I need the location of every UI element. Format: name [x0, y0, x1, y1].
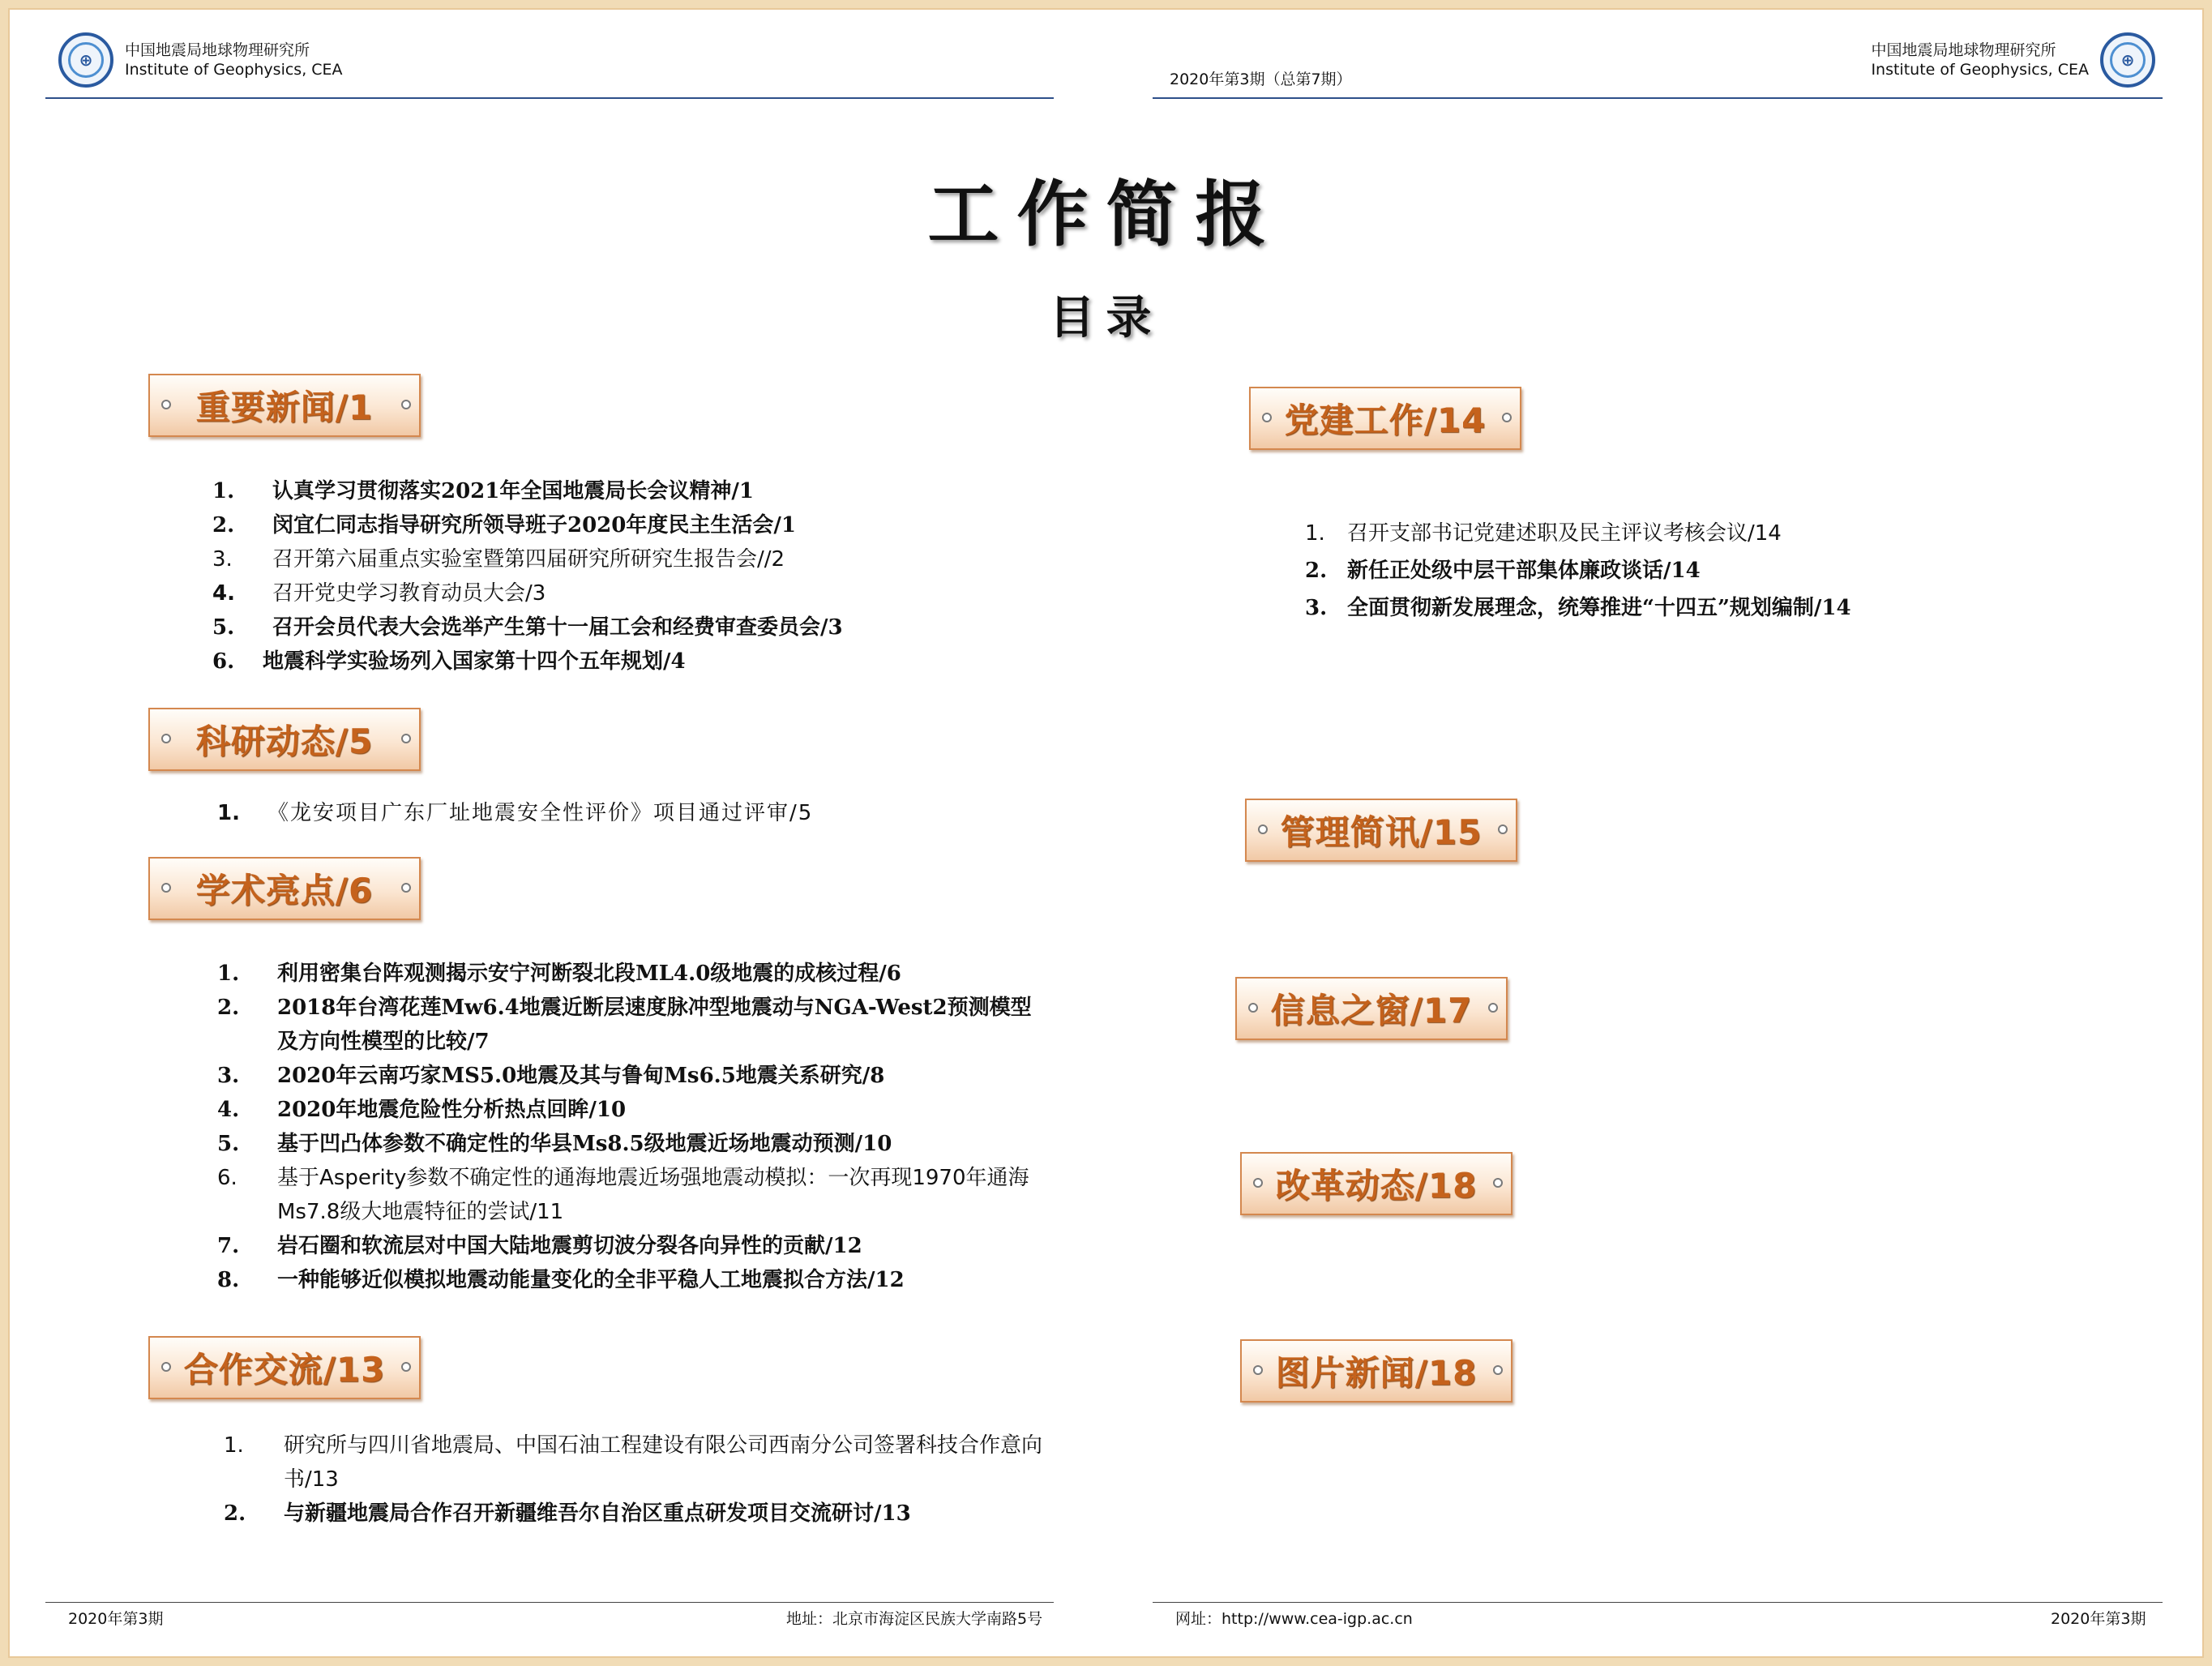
- toc-item-number: 6.: [217, 1166, 237, 1190]
- toc-item-text: 召开会员代表大会选举产生第十一届工会和经费审查委员会/3: [272, 615, 843, 640]
- toc-item-text: 地震科学实验场列入国家第十四个五年规划/4: [263, 649, 686, 674]
- toc-item-number: 3.: [1305, 596, 1328, 620]
- toc-item[interactable]: [212, 645, 1055, 679]
- toc-item-number: 7.: [217, 1234, 240, 1258]
- ring-icon: [1498, 824, 1508, 834]
- toc-item-number: 1.: [212, 479, 235, 503]
- toc-item[interactable]: [217, 957, 1052, 991]
- section-label: 图片新闻/18: [1275, 1353, 1478, 1393]
- section-button-picture-news[interactable]: [1240, 1339, 1512, 1403]
- ring-icon: [161, 400, 171, 409]
- header-org-en: Institute of Geophysics, CEA: [1871, 61, 2089, 79]
- section-label: 学术亮点/6: [195, 871, 374, 910]
- toc-item[interactable]: [1305, 552, 2148, 589]
- footer-address: 地址：北京市海淀区民族大学南路5号: [786, 1610, 1043, 1628]
- ring-icon: [1262, 413, 1272, 422]
- toc-item-text: 利用密集台阵观测揭示安宁河断裂北段ML4.0级地震的成核过程/6: [277, 961, 901, 986]
- header-org-en: Institute of Geophysics, CEA: [125, 61, 343, 79]
- toc-list-academic-highlights: [217, 957, 1052, 1297]
- toc-item-text: 基于Asperity参数不确定性的通海地震近场强地震动模拟：一次再现1970年通海Ms7.8级大地震特征的尝试/11: [277, 1166, 1029, 1224]
- toc-item-text: 召开第六届重点实验室暨第四届研究所研究生报告会//2: [272, 547, 785, 572]
- toc-item-text: 岩石圈和软流层对中国大陆地震剪切波分裂各向异性的贡献/12: [277, 1234, 862, 1258]
- section-label: 管理简讯/15: [1280, 812, 1483, 852]
- section-label: 改革动态/18: [1275, 1166, 1478, 1206]
- toc-item-text: 研究所与四川省地震局、中国石油工程建设有限公司西南分公司签署科技合作意向书/13: [284, 1433, 1043, 1492]
- header-rule-left: [45, 97, 1054, 99]
- section-button-information-window[interactable]: [1235, 977, 1508, 1040]
- institute-seal-icon: ⊕: [2100, 32, 2155, 88]
- ring-icon: [1253, 1365, 1263, 1375]
- toc-item-text: 一种能够近似模拟地震动能量变化的全非平稳人工地震拟合方法/12: [277, 1268, 905, 1292]
- toc-item[interactable]: [217, 1229, 1052, 1263]
- toc-item-text: 新任正处级中层干部集体廉政谈话/14: [1347, 559, 1701, 583]
- toc-item-number: 8.: [217, 1268, 240, 1292]
- section-label: 重要新闻/1: [195, 388, 374, 427]
- section-button-research-news[interactable]: [148, 708, 421, 771]
- ring-icon: [1493, 1365, 1503, 1375]
- toc-item[interactable]: [217, 1059, 1052, 1093]
- footer-issue-left: 2020年第3期: [68, 1610, 164, 1628]
- header-org-cn: 中国地震局地球物理研究所: [1871, 41, 2056, 59]
- header-org-cn: 中国地震局地球物理研究所: [125, 41, 310, 59]
- toc-item[interactable]: [217, 991, 1052, 1059]
- page-title: 工作简报: [927, 172, 1285, 256]
- ring-icon: [401, 883, 411, 893]
- toc-item[interactable]: [1305, 589, 2148, 627]
- institute-seal-icon: ⊕: [58, 32, 113, 88]
- toc-item[interactable]: [217, 1093, 1052, 1127]
- toc-item[interactable]: [224, 1497, 1050, 1531]
- ring-icon: [161, 1362, 171, 1372]
- toc-list-important-news: [212, 474, 1055, 679]
- toc-item-number: 3.: [212, 547, 233, 572]
- toc-item-number: 1.: [1305, 521, 1325, 546]
- section-label: 合作交流/13: [183, 1350, 386, 1390]
- header-right: [1871, 32, 2155, 88]
- ring-icon: [401, 1362, 411, 1372]
- ring-icon: [161, 734, 171, 743]
- toc-item-number: 4.: [217, 1098, 240, 1122]
- ring-icon: [1248, 1003, 1258, 1013]
- toc-item-number: 3.: [217, 1064, 240, 1088]
- toc-item[interactable]: [212, 576, 1055, 610]
- toc-item[interactable]: [217, 1127, 1052, 1161]
- section-button-reform-news[interactable]: [1240, 1152, 1512, 1215]
- section-button-academic-highlights[interactable]: [148, 857, 421, 920]
- header-issue: 2020年第3期（总第7期）: [1170, 71, 1352, 88]
- header-org: [125, 41, 343, 79]
- toc-item-text: 闵宜仁同志指导研究所领导班子2020年度民主生活会/1: [272, 513, 796, 537]
- toc-item-text: 基于凹凸体参数不确定性的华县Ms8.5级地震近场地震动预测/10: [277, 1132, 892, 1156]
- toc-item-text: 召开支部书记党建述职及民主评议考核会议/14: [1347, 521, 1782, 546]
- toc-item-text: 《龙安项目广东厂址地震安全性评价》项目通过评审/5: [267, 801, 814, 825]
- header-org: [1871, 41, 2089, 79]
- toc-item-text: 2018年台湾花莲Mw6.4地震近断层速度脉冲型地震动与NGA-West2预测模型及方向性模型的比较/7: [277, 996, 1032, 1054]
- toc-list-research-news: [217, 796, 1060, 830]
- toc-item-number: 1.: [217, 801, 240, 825]
- footer-issue-right: 2020年第3期: [2051, 1610, 2146, 1628]
- toc-item[interactable]: [217, 796, 1060, 830]
- ring-icon: [401, 400, 411, 409]
- toc-list-cooperation: [224, 1428, 1050, 1531]
- toc-item-text: 2020年云南巧家MS5.0地震及其与鲁甸Ms6.5地震关系研究/8: [277, 1064, 885, 1088]
- toc-item-number: 2.: [224, 1501, 246, 1526]
- header-rule-right: [1153, 97, 2163, 99]
- ring-icon: [401, 734, 411, 743]
- toc-item[interactable]: [212, 610, 1055, 645]
- ring-icon: [1493, 1178, 1503, 1188]
- section-button-cooperation[interactable]: [148, 1336, 421, 1399]
- toc-item-text: 全面贯彻新发展理念，统筹推进“十四五”规划编制/14: [1347, 596, 1851, 620]
- toc-item[interactable]: [212, 508, 1055, 542]
- section-label: 党建工作/14: [1284, 400, 1487, 440]
- ring-icon: [1253, 1178, 1263, 1188]
- toc-item-number: 6.: [212, 649, 235, 674]
- footer-website[interactable]: 网址：http://www.cea-igp.ac.cn: [1175, 1610, 1413, 1628]
- toc-item[interactable]: [217, 1161, 1052, 1229]
- toc-item-number: 2.: [212, 513, 235, 537]
- toc-item-number: 4.: [212, 581, 235, 606]
- section-button-management-briefs[interactable]: [1245, 799, 1517, 862]
- toc-item-text: 2020年地震危险性分析热点回眸/10: [277, 1098, 627, 1122]
- toc-item-text: 召开党史学习教育动员大会/3: [272, 581, 546, 606]
- ring-icon: [161, 883, 171, 893]
- header-left: [58, 32, 343, 88]
- toc-item[interactable]: [212, 542, 1055, 576]
- toc-item[interactable]: [224, 1428, 1050, 1497]
- footer-rule-left: [45, 1602, 1054, 1603]
- section-button-important-news[interactable]: [148, 374, 421, 437]
- toc-item-number: 5.: [217, 1132, 240, 1156]
- footer-rule-right: [1153, 1602, 2163, 1603]
- toc-list-party-building: [1305, 515, 2148, 627]
- section-button-party-building[interactable]: [1249, 387, 1521, 450]
- toc-item-number: 1.: [224, 1433, 244, 1458]
- toc-item[interactable]: [212, 474, 1055, 508]
- toc-item-number: 2.: [1305, 559, 1328, 583]
- toc-item[interactable]: [1305, 515, 2148, 552]
- toc-item-text: 与新疆地震局合作召开新疆维吾尔自治区重点研发项目交流研讨/13: [284, 1501, 911, 1526]
- section-label: 科研动态/5: [195, 722, 374, 761]
- ring-icon: [1502, 413, 1512, 422]
- toc-item-text: 认真学习贯彻落实2021年全国地震局长会议精神/1: [272, 479, 754, 503]
- ring-icon: [1258, 824, 1268, 834]
- toc-item-number: 1.: [217, 961, 240, 986]
- toc-item[interactable]: [217, 1263, 1052, 1297]
- toc-item-number: 2.: [217, 996, 240, 1020]
- ring-icon: [1488, 1003, 1498, 1013]
- toc-item-number: 5.: [212, 615, 235, 640]
- page-subtitle: 目录: [1049, 291, 1163, 345]
- section-label: 信息之窗/17: [1270, 991, 1473, 1030]
